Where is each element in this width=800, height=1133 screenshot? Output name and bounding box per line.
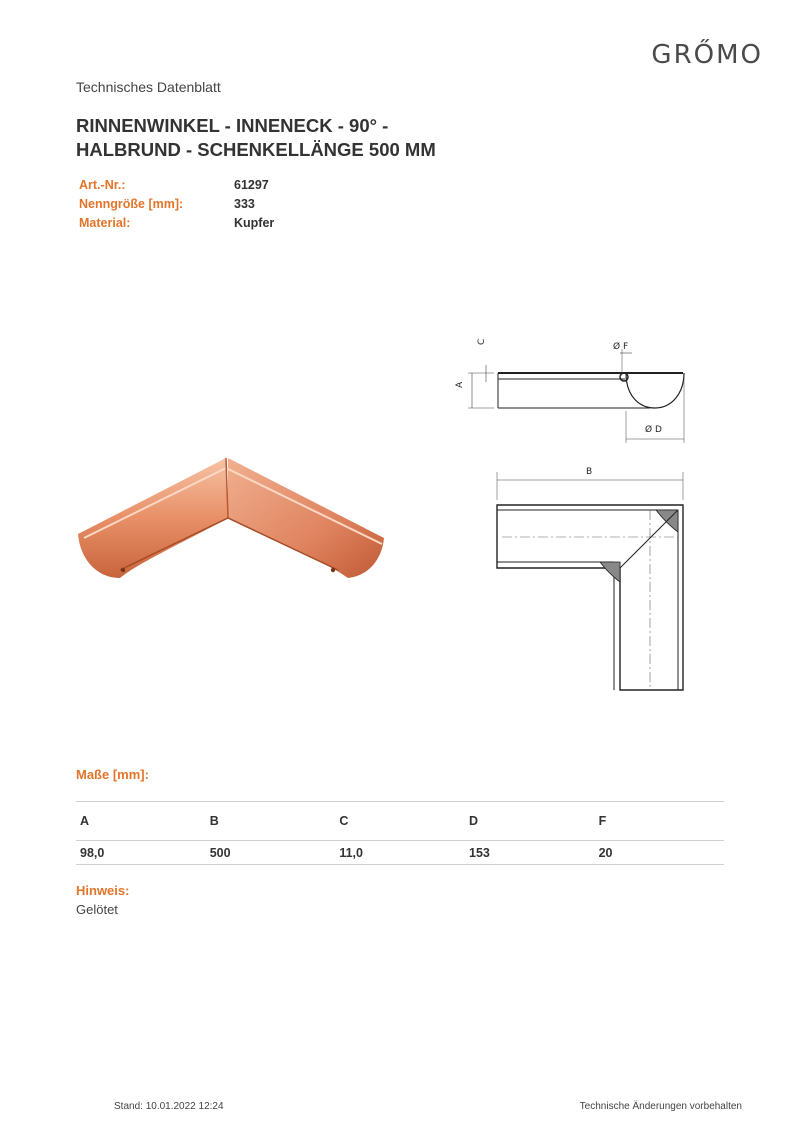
property-value: 333 xyxy=(234,196,255,211)
document-type: Technisches Datenblatt xyxy=(76,79,221,95)
value-f: 20 xyxy=(595,841,724,865)
value-b: 500 xyxy=(206,841,336,865)
dim-label-a: A xyxy=(455,381,465,388)
top-view-drawing xyxy=(480,462,690,698)
property-value: 61297 xyxy=(234,177,269,192)
dim-label-b: B xyxy=(586,467,593,477)
property-label: Nenngröße [mm]: xyxy=(79,196,184,211)
footer-disclaimer: Technische Änderungen vorbehalten xyxy=(579,1101,742,1112)
value-c: 11,0 xyxy=(335,841,465,865)
title-line-2: HALBRUND - SCHENKELLÄNGE 500 MM xyxy=(76,139,436,160)
header-c: C xyxy=(335,802,465,841)
property-row-material xyxy=(79,213,274,232)
dim-label-c: C xyxy=(477,338,487,345)
dimensions-table xyxy=(76,801,724,865)
properties-list xyxy=(79,175,274,232)
side-view-drawing xyxy=(450,335,695,450)
header-b: B xyxy=(206,802,336,841)
dim-label-d: Ø D xyxy=(645,425,662,435)
property-label: Art.-Nr.: xyxy=(79,177,126,192)
property-label: Material: xyxy=(79,215,131,230)
property-row-size xyxy=(79,194,274,213)
footer-date: Stand: 10.01.2022 12:24 xyxy=(114,1101,224,1112)
header-a: A xyxy=(76,802,206,841)
note-text: Gelötet xyxy=(76,902,118,917)
header-f: F xyxy=(595,802,724,841)
value-d: 153 xyxy=(465,841,595,865)
table-row xyxy=(76,841,724,865)
dim-label-f: Ø F xyxy=(613,342,629,352)
title-line-1: RINNENWINKEL - INNENECK - 90° - xyxy=(76,115,389,136)
product-image xyxy=(76,452,392,588)
table-header-row xyxy=(76,802,724,841)
note-heading: Hinweis: xyxy=(76,883,130,898)
brand-logo: GRŐMO xyxy=(651,40,763,70)
property-value: Kupfer xyxy=(234,215,275,230)
property-row-article xyxy=(79,175,274,194)
header-d: D xyxy=(465,802,595,841)
page-title xyxy=(76,114,596,162)
value-a: 98,0 xyxy=(76,841,206,865)
dimensions-heading: Maße [mm]: xyxy=(76,767,149,782)
